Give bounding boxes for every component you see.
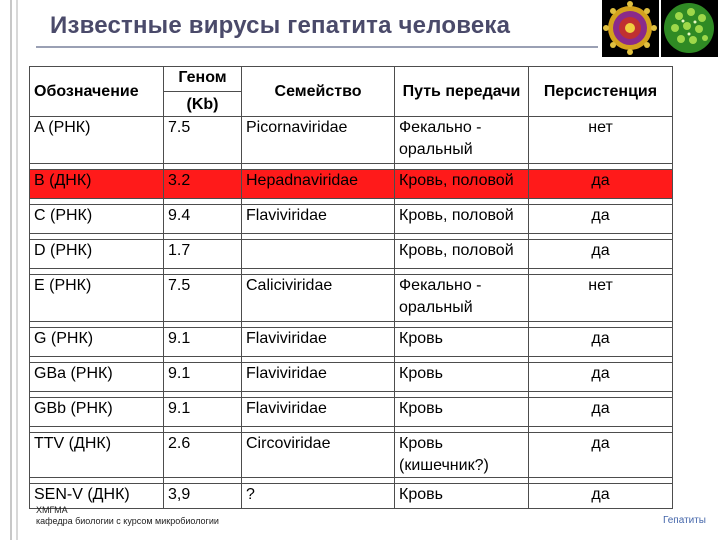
cell-transmission: Фекально - оральный — [395, 275, 529, 322]
cell-genome: 9.1 — [164, 328, 242, 357]
footer-org-department: кафедра биологии с курсом микробиологии — [36, 516, 219, 526]
cell-genome: 9.1 — [164, 398, 242, 427]
cell-family: Flaviviridae — [242, 398, 395, 427]
footer-org-abbrev: ХМГМА — [36, 505, 68, 515]
table-header-row — [30, 67, 673, 117]
cell-designation: B (ДНК) — [30, 170, 164, 199]
cell-family: ? — [242, 484, 395, 509]
cell-transmission: Кровь — [395, 363, 529, 392]
table-row — [30, 328, 673, 357]
cell-genome: 7.5 — [164, 275, 242, 322]
hepatitis-virus-table — [29, 66, 673, 509]
cell-genome: 3,9 — [164, 484, 242, 509]
title-underline — [36, 46, 598, 48]
footer-topic: Гепатиты — [663, 515, 706, 526]
cell-persistence: да — [529, 363, 673, 392]
cell-persistence: да — [529, 205, 673, 234]
cell-designation: A (РНК) — [30, 117, 164, 164]
cell-designation: TTV (ДНК) — [30, 433, 164, 478]
cell-persistence: да — [529, 328, 673, 357]
cell-designation: D (РНК) — [30, 240, 164, 269]
column-header-transmission: Путь передачи — [395, 67, 529, 117]
cell-family: Circoviridae — [242, 433, 395, 478]
cell-genome: 3.2 — [164, 170, 242, 199]
cell-family: Caliciviridae — [242, 275, 395, 322]
cell-family: Picornaviridae — [242, 117, 395, 164]
decorative-vertical-line — [10, 0, 12, 540]
cell-persistence: нет — [529, 117, 673, 164]
cell-designation: SEN-V (ДНК) — [30, 484, 164, 509]
cell-designation: E (РНК) — [30, 275, 164, 322]
cell-designation: C (РНК) — [30, 205, 164, 234]
cell-family: Flaviviridae — [242, 205, 395, 234]
cell-persistence: да — [529, 484, 673, 509]
cell-designation: G (РНК) — [30, 328, 164, 357]
cell-genome: 7.5 — [164, 117, 242, 164]
table-row — [30, 240, 673, 269]
table-row — [30, 205, 673, 234]
footer-organization — [36, 505, 219, 527]
cell-designation: GBb (РНК) — [30, 398, 164, 427]
cell-transmission: Кровь, половой — [395, 170, 529, 199]
table-row — [30, 363, 673, 392]
cell-persistence: нет — [529, 275, 673, 322]
cell-persistence: да — [529, 433, 673, 478]
page-title: Известные вирусы гепатита человека — [50, 12, 511, 39]
virus-capsid-icon — [661, 0, 718, 57]
genome-header-label: Геном — [164, 67, 241, 92]
column-header-persistence: Персистенция — [529, 67, 673, 117]
cell-genome: 1.7 — [164, 240, 242, 269]
column-header-designation: Обозначение — [30, 67, 164, 117]
cell-persistence: да — [529, 398, 673, 427]
cell-genome: 2.6 — [164, 433, 242, 478]
cell-designation: GBa (РНК) — [30, 363, 164, 392]
cell-transmission: Фекально - оральный — [395, 117, 529, 164]
table-row — [30, 275, 673, 322]
cell-transmission: Кровь — [395, 484, 529, 509]
table-row — [30, 433, 673, 478]
cell-transmission: Кровь — [395, 328, 529, 357]
virus-particle-icon — [602, 0, 659, 57]
cell-persistence: да — [529, 240, 673, 269]
table-row — [30, 398, 673, 427]
column-header-family: Семейство — [242, 67, 395, 117]
cell-transmission: Кровь, половой — [395, 205, 529, 234]
cell-family: Hepadnaviridae — [242, 170, 395, 199]
cell-family: Flaviviridae — [242, 363, 395, 392]
cell-family — [242, 240, 395, 269]
genome-header-unit: (Kb) — [186, 96, 219, 113]
cell-transmission: Кровь — [395, 398, 529, 427]
cell-transmission: Кровь, половой — [395, 240, 529, 269]
cell-genome: 9.1 — [164, 363, 242, 392]
cell-genome: 9.4 — [164, 205, 242, 234]
cell-transmission: Кровь (кишечник?) — [395, 433, 529, 478]
cell-family: Flaviviridae — [242, 328, 395, 357]
table-row — [30, 117, 673, 164]
column-header-genome — [164, 67, 242, 117]
decorative-vertical-line — [16, 0, 18, 540]
cell-persistence: да — [529, 170, 673, 199]
table-row — [30, 170, 673, 199]
